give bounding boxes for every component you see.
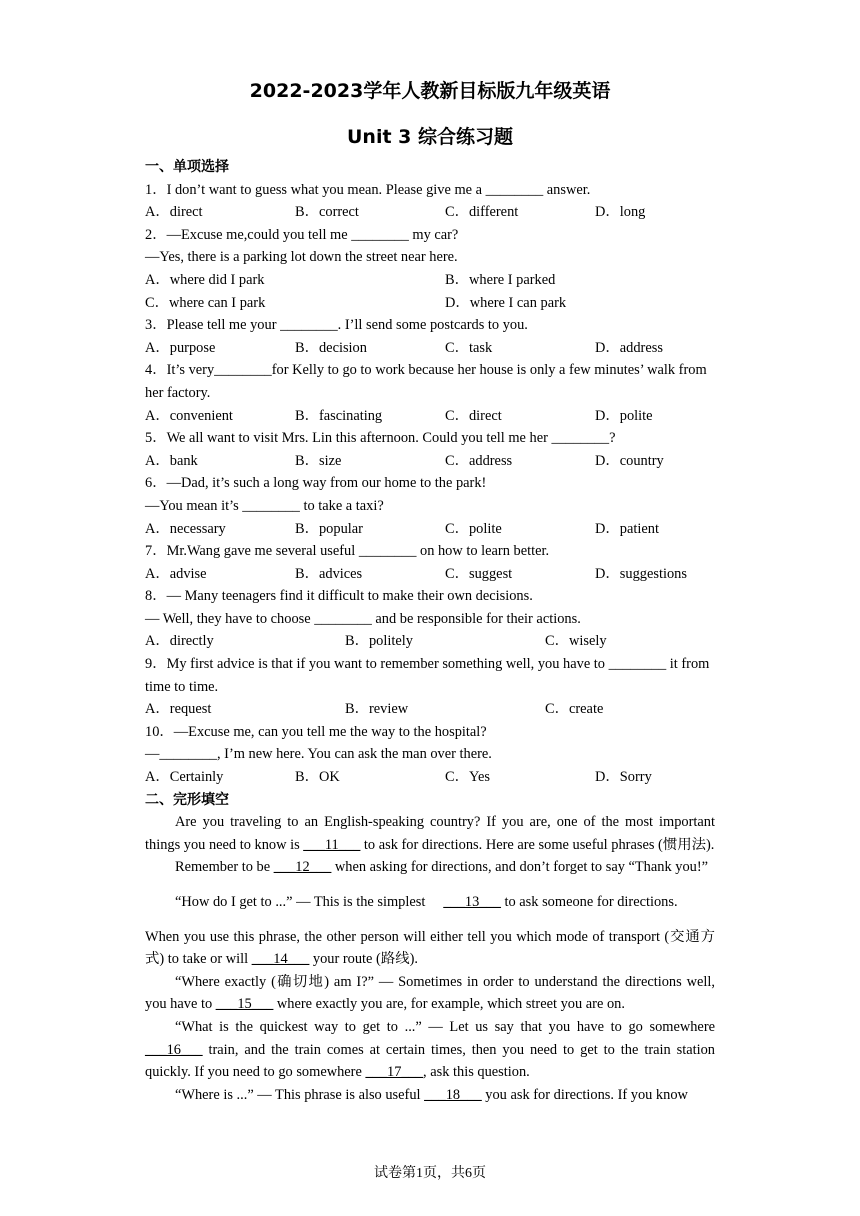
option-d: D．address (595, 339, 663, 356)
option-b: B．size (295, 452, 342, 469)
option-a: A．request (145, 701, 212, 718)
paragraph-text: when asking for directions, and don’t forget to say “Thank you!” (331, 859, 709, 876)
option-b: B．decision (295, 339, 367, 356)
page-footer: 试卷第1页，共6页 (374, 1166, 486, 1181)
option-a: A．purpose (145, 339, 216, 356)
option-d: D．where I can park (445, 294, 567, 311)
paragraph-text: Are you traveling to an English-speaking country? If you are, one of the most important things you need to know is (145, 814, 715, 853)
option-c: C．suggest (445, 565, 513, 582)
paragraph-text: , ask this question. (423, 1064, 530, 1081)
option-c: C．polite (445, 520, 502, 537)
question-6-response: —You mean it’s ________ to take a taxi? (145, 497, 384, 514)
paragraph-text: “What is the quickest way to get to ...” — Let us say that you have to go somewhere (175, 1018, 715, 1035)
option-c: C．wisely (545, 633, 607, 650)
cloze-paragraph-7 (145, 1084, 715, 1107)
cloze-blank-11: ___11___ (303, 836, 361, 853)
cloze-blank-14: ___14___ (251, 951, 310, 968)
option-b: B．review (345, 701, 409, 718)
option-a: A．where did I park (145, 271, 265, 288)
question-6-options (145, 518, 715, 541)
option-c: C．different (445, 204, 519, 221)
option-a: A．directly (145, 633, 214, 650)
option-c: C．Yes (445, 769, 490, 786)
paragraph-text: “How do I get to ...” — This is the simplest (175, 894, 444, 910)
question-4-options (145, 405, 715, 428)
question-7-stem: 7．Mr.Wang gave me several useful ________ on how to learn better. (145, 543, 550, 560)
option-d: D．country (595, 452, 664, 469)
question-2-response: —Yes, there is a parking lot down the street near here. (145, 249, 458, 266)
option-d: D．patient (595, 520, 659, 537)
question-1-options (145, 201, 715, 224)
cloze-blank-13: ___13___ (443, 894, 501, 910)
cloze-blank-18: ___18___ (424, 1086, 482, 1103)
question-2-stem: 2．—Excuse me,could you tell me ________ my car? (145, 226, 459, 243)
question-10-options (145, 766, 715, 789)
question-3-options (145, 337, 715, 360)
option-c: C．address (445, 452, 513, 469)
question-8-options (145, 630, 715, 653)
question-6-stem: 6．—Dad, it’s such a long way from our home to the park! (145, 475, 487, 492)
cloze-blank-17: ___17___ (365, 1064, 424, 1081)
question-9-options (145, 698, 715, 721)
cloze-paragraph-1 (145, 811, 715, 856)
question-5-options (145, 450, 715, 473)
exam-content (145, 156, 715, 1106)
option-b: B．politely (345, 633, 413, 650)
cloze-paragraph-2 (145, 856, 715, 879)
option-d: D．long (595, 204, 646, 221)
option-a: A．bank (145, 452, 198, 469)
cloze-paragraph-5 (145, 971, 715, 1016)
paragraph-text: When you use this phrase, the other person will either tell you which mode of transport (交通方式) to take or will (145, 928, 715, 968)
question-9-stem: 9．My first advice is that if you want to remember something well, you have to ________ it from time to time. (145, 656, 710, 695)
option-c: C．direct (445, 407, 502, 424)
question-10-stem: 10．—Excuse me, can you tell me the way to the hospital? (145, 723, 487, 740)
cloze-paragraph-6 (145, 1016, 715, 1084)
option-a: A．convenient (145, 407, 233, 424)
question-7-options (145, 563, 715, 586)
question-3-stem: 3．Please tell me your ________. I’ll send some postcards to you. (145, 317, 528, 334)
option-a: A．necessary (145, 520, 226, 537)
paragraph-text: you ask for directions. If you know (481, 1086, 688, 1103)
option-c: C．create (545, 701, 604, 718)
question-8-stem: 8．— Many teenagers find it difficult to make their own decisions. (145, 588, 533, 605)
question-10-response: —________, I’m new here. You can ask the man over there. (145, 746, 492, 763)
option-b: B．OK (295, 769, 340, 786)
option-b: B．correct (295, 204, 359, 221)
section-heading-cloze: 二、完形填空 (145, 791, 229, 808)
page-subtitle: Unit 3 综合练习题 (347, 126, 513, 148)
question-8-response: — Well, they have to choose ________ and be responsible for their actions. (145, 610, 581, 627)
option-c: C．where can I park (145, 294, 266, 311)
option-d: D．polite (595, 407, 653, 424)
paragraph-text: where exactly you are, for example, which street you are on. (273, 996, 625, 1013)
cloze-paragraph-4 (145, 926, 715, 971)
question-1-stem: 1．I don’t want to guess what you mean. Please give me a ________ answer. (145, 181, 591, 198)
option-d: D．Sorry (595, 769, 652, 786)
paragraph-text: your route (路线). (309, 951, 418, 968)
option-b: B．popular (295, 520, 363, 537)
option-b: B．fascinating (295, 407, 383, 424)
question-2-options-row2 (145, 292, 715, 315)
question-5-stem: 5．We all want to visit Mrs. Lin this afternoon. Could you tell me her ________? (145, 430, 616, 447)
paragraph-text: to ask for directions. Here are some useful phrases (惯用法). (360, 836, 715, 853)
option-b: B．advices (295, 565, 363, 582)
paragraph-text: to ask someone for directions. (500, 894, 678, 910)
paragraph-text: train, and the train comes at certain times, then you need to get to the train station quickly. If you need to go somewhere (145, 1041, 715, 1081)
option-d: D．suggestions (595, 565, 687, 582)
option-a: A．advise (145, 565, 207, 582)
cloze-paragraph-3 (145, 891, 715, 914)
section-heading-single-choice: 一、单项选择 (145, 159, 229, 175)
question-4-stem: 4．It’s very________for Kelly to go to work because her house is only a few minutes’ walk from her factory. (145, 362, 707, 401)
option-a: A．direct (145, 204, 203, 221)
cloze-blank-15: ___15___ (215, 996, 274, 1013)
cloze-blank-12: ___12___ (273, 859, 332, 876)
option-b: B．where I parked (445, 271, 556, 288)
page-title: 2022-2023学年人教新目标版九年级英语 (249, 80, 611, 102)
option-a: A．Certainly (145, 769, 224, 786)
paragraph-text: “Where is ...” — This phrase is also useful (175, 1086, 425, 1103)
paragraph-text: Remember to be (175, 859, 274, 876)
option-c: C．task (445, 339, 493, 356)
cloze-blank-16: ___16___ (145, 1041, 203, 1058)
question-2-options-row1 (145, 269, 715, 292)
paragraph-text: “Where exactly (确切地) am I?” — Sometimes in order to understand the directions well, you have to (145, 973, 715, 1013)
